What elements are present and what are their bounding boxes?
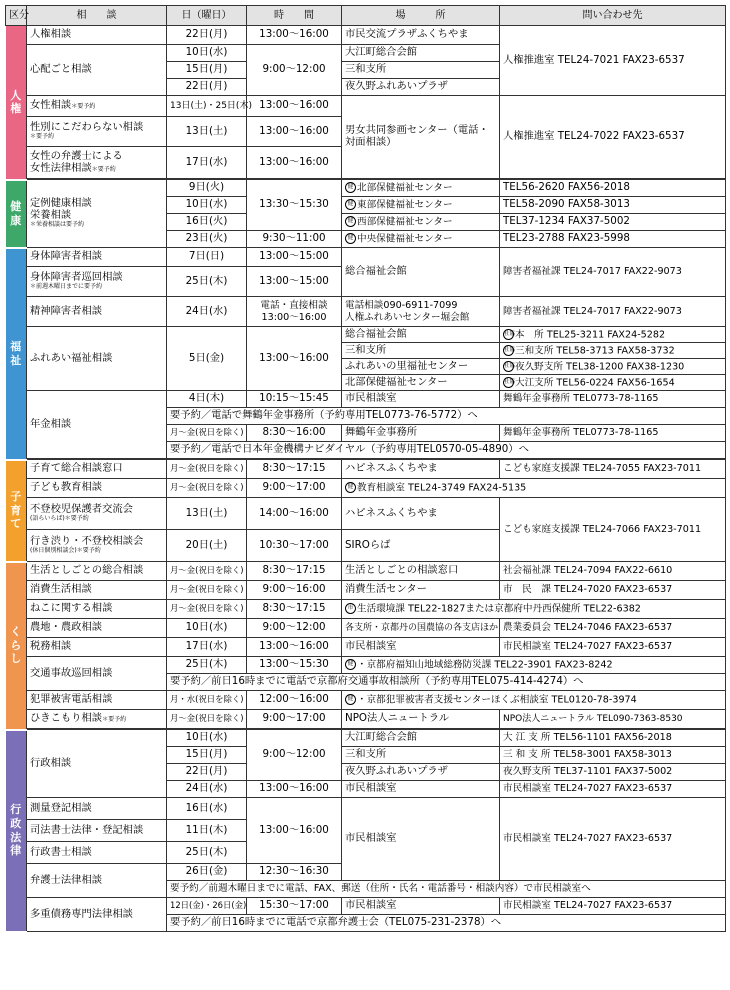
consult-place: 市 生活環境課 TEL22-1827または京都府中丹西保健所 TEL22-6382 bbox=[342, 600, 726, 619]
reservation-info: 要予約／前日16時までに電話で京都府交通事故相談所（予約専用TEL075-414-4274）へ bbox=[167, 674, 726, 691]
consult-contact: 社会福祉課 TEL24-7094 FAX22-6610 bbox=[500, 562, 726, 581]
consult-name: ねこに関する相談 bbox=[27, 600, 167, 619]
consult-time: 15:30～17:00 bbox=[247, 898, 342, 915]
consult-time: 9:30～11:00 bbox=[247, 231, 342, 248]
reservation-note: ＊要予約 bbox=[102, 716, 127, 724]
reservation-note: ＊要予約 bbox=[30, 132, 55, 140]
consult-time: 9:00～17:00 bbox=[247, 710, 342, 729]
consult-place: 市民相談室 bbox=[342, 391, 500, 408]
consult-name: 測量登記相談 bbox=[27, 798, 167, 820]
health-welfare-icon: 健 bbox=[345, 199, 356, 210]
consult-time: 13:00～16:00 bbox=[247, 96, 342, 117]
consult-contact: TEL56-2620 FAX56-2018 bbox=[500, 180, 726, 197]
consult-time: 13:00～16:00 bbox=[247, 147, 342, 179]
consult-name: 人権相談 bbox=[27, 26, 167, 45]
header-time: 時 間 bbox=[247, 6, 342, 26]
consultation-schedule-table bbox=[5, 5, 726, 933]
consult-time: 13:00～16:00 bbox=[247, 798, 342, 864]
consult-contact: 農業委員会 TEL24-7046 FAX23-6537 bbox=[500, 619, 726, 638]
consult-contact: 人権推進室 TEL24-7021 FAX23-6537 bbox=[500, 26, 726, 96]
header-date: 日（曜日） bbox=[167, 6, 247, 26]
consult-contact: 社協夜久野支所 TEL38-1200 FAX38-1230 bbox=[500, 359, 726, 375]
consult-name: 交通事故巡回相談 bbox=[27, 657, 167, 691]
consult-time: 9:00～12:00 bbox=[247, 45, 342, 96]
consult-place: 市民交流プラザふくちやま bbox=[342, 26, 500, 45]
consult-date: 25日(木) bbox=[167, 267, 247, 297]
consult-contact: 社協三和支所 TEL58-3713 FAX58-3732 bbox=[500, 343, 726, 359]
consult-name: 子育て総合相談窓口 bbox=[27, 460, 167, 479]
consult-time: 電話・直接相談 13:00～16:00 bbox=[247, 297, 342, 327]
consult-time: 8:30～16:00 bbox=[247, 425, 342, 442]
consult-name: 行政相談 bbox=[27, 730, 167, 798]
reservation-info: 要予約／前週木曜日までに電話、FAX、郵送（住所・氏名・電話番号・相談内容）で市民相談室へ bbox=[167, 881, 726, 898]
consult-place: 総合福祉会館 bbox=[342, 248, 500, 297]
consult-name: 消費生活相談 bbox=[27, 581, 167, 600]
consult-place: 市民相談室 bbox=[342, 781, 500, 798]
category-living: く ら し bbox=[6, 562, 27, 730]
consult-place: 舞鶴年金事務所 bbox=[342, 425, 500, 442]
consult-contact: 大 江 支 所 TEL56-1101 FAX56-2018 bbox=[500, 730, 726, 747]
consult-date: 17日(水) bbox=[167, 147, 247, 179]
consult-date: 月～金(祝日を除く) bbox=[167, 479, 247, 498]
consult-place: 健 教育相談室 TEL24-3749 FAX24-5135 bbox=[342, 479, 726, 498]
consult-place: 市民相談室 bbox=[342, 798, 500, 881]
consult-time: 13:00～15:00 bbox=[247, 248, 342, 267]
consult-date: 13日(土) bbox=[167, 117, 247, 147]
consult-date: 25日(木) bbox=[167, 657, 247, 674]
consult-date: 26日(金) bbox=[167, 864, 247, 881]
consult-name: 子ども教育相談 bbox=[27, 479, 167, 498]
category-childcare: 子 育 て bbox=[6, 460, 27, 562]
consult-place: 電話相談090-6911-7099 人権ふれあいセンター堀会館 bbox=[342, 297, 500, 327]
consult-contact: 市民相談室 TEL24-7027 FAX23-6537 bbox=[500, 781, 726, 798]
reservation-note: ＊要予約 bbox=[91, 165, 116, 173]
consult-place: 三和支所 bbox=[342, 62, 500, 79]
consult-date: 月～金(祝日を除く) bbox=[167, 581, 247, 600]
consult-date: 22日(月) bbox=[167, 764, 247, 781]
consult-contact: 舞鶴年金事務所 TEL0773-78-1165 bbox=[500, 391, 726, 408]
consult-contact: NPO法人ニュートラル TEL090-7363-8530 bbox=[500, 710, 726, 729]
consult-time: 8:30～17:15 bbox=[247, 600, 342, 619]
consult-date: 13日(土) bbox=[167, 498, 247, 530]
consult-time: 12:00～16:00 bbox=[247, 691, 342, 710]
category-human-rights: 人 権 bbox=[6, 26, 27, 180]
consult-time: 13:00～15:00 bbox=[247, 267, 342, 297]
consult-place: 三和支所 bbox=[342, 343, 500, 359]
reservation-note: ＊要予約 bbox=[71, 103, 96, 111]
consult-time: 13:00～16:00 bbox=[247, 327, 342, 391]
category-administration-law: 行 政 法 律 bbox=[6, 730, 27, 932]
consult-date: 月～金(祝日を除く) bbox=[167, 460, 247, 479]
consult-time: 9:00～12:00 bbox=[247, 730, 342, 781]
consult-date: 24日(水) bbox=[167, 781, 247, 798]
consult-name: 身体障害者巡回相談 ＊前週木曜日までに要予約 bbox=[27, 267, 167, 297]
consult-name: ひきこもり相談＊要予約 bbox=[27, 710, 167, 729]
consult-time: 14:00～16:00 bbox=[247, 498, 342, 530]
consult-date: 20日(土) bbox=[167, 530, 247, 562]
consult-contact: 人権推進室 TEL24-7022 FAX23-6537 bbox=[500, 96, 726, 179]
consult-date: 24日(水) bbox=[167, 297, 247, 327]
consult-place: 夜久野ふれあいプラザ bbox=[342, 764, 500, 781]
consult-place: 総合福祉会館 bbox=[342, 327, 500, 343]
reservation-info: 要予約／電話で舞鶴年金事務所（予約専用TEL0773-76-5772）へ bbox=[167, 408, 726, 425]
consult-name: 税務相談 bbox=[27, 638, 167, 657]
consult-contact: 三 和 支 所 TEL58-3001 FAX58-3013 bbox=[500, 747, 726, 764]
consult-date: 月～金(祝日を除く) bbox=[167, 562, 247, 581]
reservation-note: ＊前週木曜日までに要予約 bbox=[30, 282, 103, 290]
consult-place: 三和支所 bbox=[342, 747, 500, 764]
consult-date: 10日(水) bbox=[167, 730, 247, 747]
consult-date: 月～金(祝日を除く) bbox=[167, 600, 247, 619]
health-welfare-icon: 健 bbox=[345, 233, 356, 244]
social-welfare-council-icon: 社協 bbox=[503, 329, 514, 340]
consult-place: 健 東部保健福祉センター bbox=[342, 197, 500, 214]
consult-date: 12日(金)・26日(金) bbox=[167, 898, 247, 915]
consult-place: 各支所・京都丹の国農協の各支店ほか bbox=[342, 619, 500, 638]
consult-name: 身体障害者相談 bbox=[27, 248, 167, 267]
table-header bbox=[6, 6, 726, 26]
consult-name: 行き渋り・不登校相談会 (休日個別相談会)＊要予約 bbox=[27, 530, 167, 562]
health-welfare-icon: 健 bbox=[345, 216, 356, 227]
consult-contact: 市民相談室 TEL24-7027 FAX23-6537 bbox=[500, 898, 726, 915]
consult-name: 精神障害者相談 bbox=[27, 297, 167, 327]
consult-place: 健 中央保健福祉センター bbox=[342, 231, 500, 248]
consult-date: 月～金(祝日を除く) bbox=[167, 710, 247, 729]
consult-time: 13:30～15:30 bbox=[247, 180, 342, 231]
social-welfare-council-icon: 社協 bbox=[503, 361, 514, 372]
consult-place: 北部保健福祉センター bbox=[342, 375, 500, 391]
consult-date: 9日(火) bbox=[167, 180, 247, 197]
consult-name: 性別にこだわらない相談 ＊要予約 bbox=[27, 117, 167, 147]
consult-time: 9:00～16:00 bbox=[247, 581, 342, 600]
consult-place: 市民相談室 bbox=[342, 638, 500, 657]
consult-place: SIROらば bbox=[342, 530, 500, 562]
reservation-info: 要予約／前日16時までに電話で京都弁護士会（TEL075-231-2378）へ bbox=[167, 915, 726, 932]
consult-place: 大江町総合会館 bbox=[342, 45, 500, 62]
consult-time: 13:00～15:30 bbox=[247, 657, 342, 674]
consult-date: 25日(木) bbox=[167, 842, 247, 864]
consult-time: 8:30～17:15 bbox=[247, 460, 342, 479]
health-welfare-icon: 健 bbox=[345, 659, 356, 670]
consult-place: 健 北部保健福祉センター bbox=[342, 180, 500, 197]
consult-date: 月・水(祝日を除く) bbox=[167, 691, 247, 710]
consult-place: ふれあいの里福祉センター bbox=[342, 359, 500, 375]
consult-place: ハピネスふくちやま bbox=[342, 460, 500, 479]
header-contact: 問い合わせ先 bbox=[500, 6, 726, 26]
consult-date: 10日(水) bbox=[167, 619, 247, 638]
consult-contact: 市民相談室 TEL24-7027 FAX23-6537 bbox=[500, 638, 726, 657]
consult-time: 13:00～16:00 bbox=[247, 117, 342, 147]
consult-time: 10:30～17:00 bbox=[247, 530, 342, 562]
consult-date: 5日(金) bbox=[167, 327, 247, 391]
social-welfare-council-icon: 社協 bbox=[503, 345, 514, 356]
consult-date: 4日(木) bbox=[167, 391, 247, 408]
consult-contact: TEL23-2788 FAX23-5998 bbox=[500, 231, 726, 248]
city-icon: 市 bbox=[345, 603, 356, 614]
consult-date: 22日(月) bbox=[167, 79, 247, 96]
consult-name: 多重債務専門法律相談 bbox=[27, 898, 167, 932]
consult-date: 10日(水) bbox=[167, 45, 247, 62]
consult-date: 15日(月) bbox=[167, 747, 247, 764]
consult-place: NPO法人ニュートラル bbox=[342, 710, 500, 729]
consult-date: 13日(土)・25日(木) bbox=[167, 96, 247, 117]
consult-contact: こども家庭支援課 TEL24-7066 FAX23-7011 bbox=[500, 498, 726, 562]
reservation-info: 要予約／電話で日本年金機構ナビダイヤル（予約専用TEL0570-05-4890）へ bbox=[167, 442, 726, 459]
consult-name: 生活としごとの総合相談 bbox=[27, 562, 167, 581]
consult-place: 健 ・京都府福知山地域総務防災課 TEL22-3901 FAX23-8242 bbox=[342, 657, 726, 674]
consult-time: 13:00～16:00 bbox=[247, 638, 342, 657]
consult-place: 生活としごとの相談窓口 bbox=[342, 562, 500, 581]
consult-date: 11日(木) bbox=[167, 820, 247, 842]
consult-contact: 社協本 所 TEL25-3211 FAX24-5282 bbox=[500, 327, 726, 343]
consult-contact: 舞鶴年金事務所 TEL0773-78-1165 bbox=[500, 425, 726, 442]
consult-name: 心配ごと相談 bbox=[27, 45, 167, 96]
consult-name: 行政書士相談 bbox=[27, 842, 167, 864]
health-welfare-icon: 健 bbox=[345, 182, 356, 193]
consult-date: 10日(水) bbox=[167, 197, 247, 214]
consult-date: 15日(月) bbox=[167, 62, 247, 79]
consult-contact: TEL37-1234 FAX37-5002 bbox=[500, 214, 726, 231]
health-welfare-icon: 健 bbox=[345, 482, 356, 493]
consult-contact: 夜久野支所 TEL37-1101 FAX37-5002 bbox=[500, 764, 726, 781]
consult-time: 13:00～16:00 bbox=[247, 781, 342, 798]
consult-place: 健 西部保健福祉センター bbox=[342, 214, 500, 231]
reservation-note: ＊栄養相談は要予約 bbox=[30, 220, 85, 228]
category-welfare: 福 祉 bbox=[6, 248, 27, 460]
consult-contact: こども家庭支援課 TEL24-7055 FAX23-7011 bbox=[500, 460, 726, 479]
consult-place: ハピネスふくちやま bbox=[342, 498, 500, 530]
consult-date: 23日(火) bbox=[167, 231, 247, 248]
consult-time: 12:30～16:30 bbox=[247, 864, 342, 881]
consult-place: 大江町総合会館 bbox=[342, 730, 500, 747]
consult-time: 8:30～17:15 bbox=[247, 562, 342, 581]
consult-place: 男女共同参画センター（電話・対面相談） bbox=[342, 96, 500, 179]
consult-place: 市民相談室 bbox=[342, 898, 500, 915]
consult-name: 女性相談＊要予約 bbox=[27, 96, 167, 117]
consult-contact: 市民相談室 TEL24-7027 FAX23-6537 bbox=[500, 798, 726, 881]
consult-time: 9:00～12:00 bbox=[247, 619, 342, 638]
consult-date: 7日(日) bbox=[167, 248, 247, 267]
consult-name: 弁護士法律相談 bbox=[27, 864, 167, 898]
consult-name: 年金相談 bbox=[27, 391, 167, 459]
consult-name: 犯罪被害電話相談 bbox=[27, 691, 167, 710]
consult-name: 司法書士法律・登記相談 bbox=[27, 820, 167, 842]
category-health: 健 康 bbox=[6, 180, 27, 248]
consult-time: 10:15～15:45 bbox=[247, 391, 342, 408]
header-consultation: 相 談 bbox=[27, 6, 167, 26]
header-category: 区分 bbox=[6, 6, 27, 26]
consult-date: 17日(水) bbox=[167, 638, 247, 657]
consult-time: 9:00～17:00 bbox=[247, 479, 342, 498]
consult-contact: 障害者福祉課 TEL24-7017 FAX22-9073 bbox=[500, 297, 726, 327]
consult-place: 健 ・京都犯罪被害者支援センターほくぶ相談室 TEL0120-78-3974 bbox=[342, 691, 726, 710]
consult-name: ふれあい福祉相談 bbox=[27, 327, 167, 391]
consult-place: 消費生活センター bbox=[342, 581, 500, 600]
consult-name: 定例健康相談 栄養相談 ＊栄養相談は要予約 bbox=[27, 180, 167, 248]
consult-name: 不登校児保護者交流会 (語らいらば)＊要予約 bbox=[27, 498, 167, 530]
consult-time: 13:00～16:00 bbox=[247, 26, 342, 45]
consult-name: 農地・農政相談 bbox=[27, 619, 167, 638]
reservation-note: ＊要予約 bbox=[64, 514, 89, 522]
consult-contact: TEL58-2090 FAX58-3013 bbox=[500, 197, 726, 214]
consult-contact: 市 民 課 TEL24-7020 FAX23-6537 bbox=[500, 581, 726, 600]
health-welfare-icon: 健 bbox=[345, 694, 356, 705]
consult-date: 22日(月) bbox=[167, 26, 247, 45]
social-welfare-council-icon: 社協 bbox=[503, 377, 514, 388]
consult-date: 月～金(祝日を除く) bbox=[167, 425, 247, 442]
consult-place: 夜久野ふれあいプラザ bbox=[342, 79, 500, 96]
consult-contact: 障害者福祉課 TEL24-7017 FAX22-9073 bbox=[500, 248, 726, 297]
consult-date: 16日(火) bbox=[167, 214, 247, 231]
header-place: 場 所 bbox=[342, 6, 500, 26]
consult-name: 女性の弁護士による 女性法律相談＊要予約 bbox=[27, 147, 167, 179]
consult-contact: 社協大江支所 TEL56-0224 FAX56-1654 bbox=[500, 375, 726, 391]
consult-date: 16日(水) bbox=[167, 798, 247, 820]
reservation-note: ＊要予約 bbox=[76, 546, 101, 554]
